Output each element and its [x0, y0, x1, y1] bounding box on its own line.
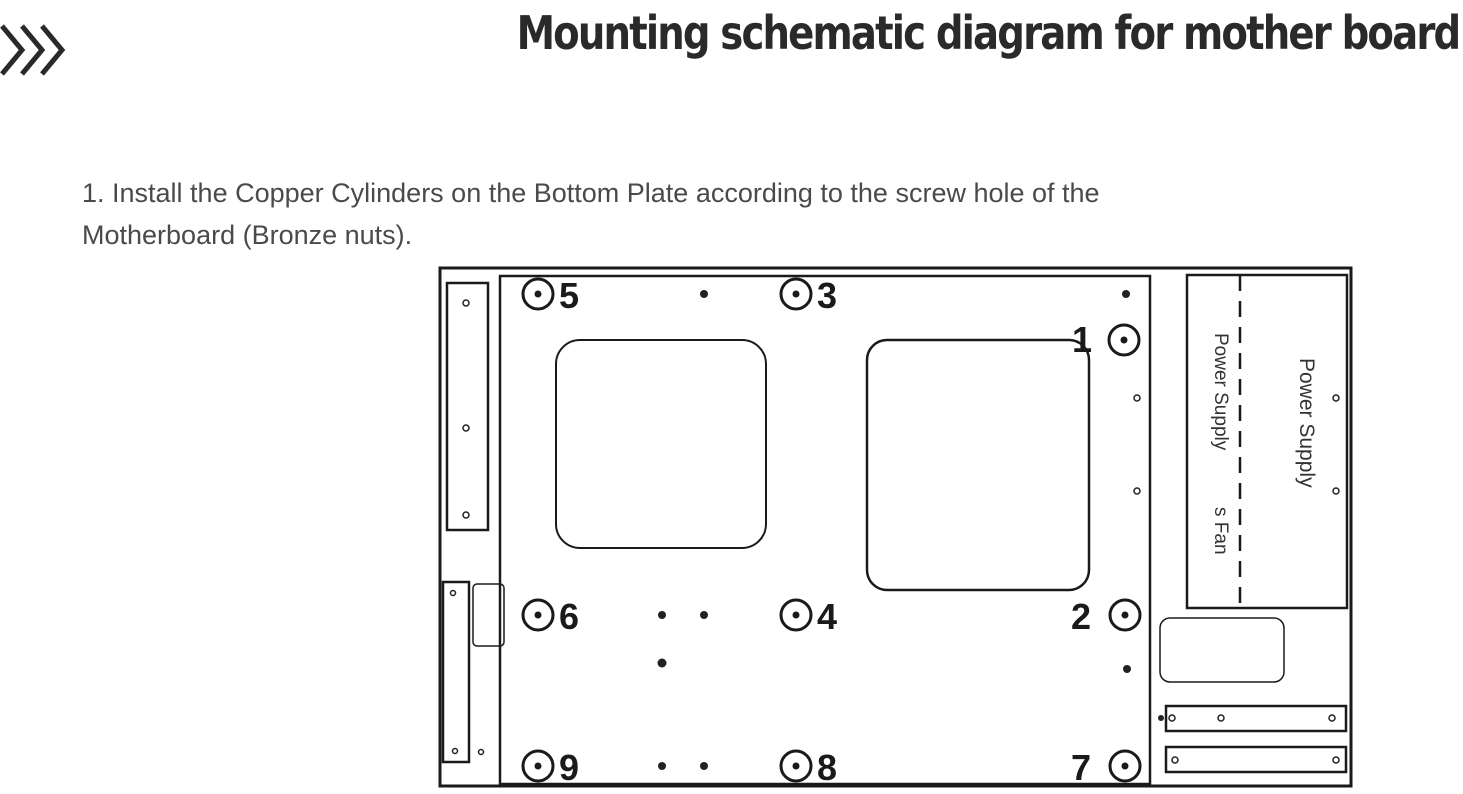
mount-point-5	[523, 275, 579, 316]
cutout-left	[556, 340, 766, 548]
power-supply-label: Power Supply	[1295, 358, 1318, 488]
svg-text:1: 1	[1072, 319, 1093, 360]
instruction-line-1: 1. Install the Copper Cylinders on the Bottom Plate according to the screw hole of the	[82, 178, 1100, 208]
left-bracket-bottom	[443, 582, 469, 762]
cutout-right	[867, 340, 1089, 590]
motherboard-plate	[500, 276, 1150, 784]
side-panel-box	[1160, 618, 1284, 682]
svg-text:9: 9	[559, 747, 580, 788]
page-title: Mounting schematic diagram for mother board	[516, 6, 1459, 60]
mount-point-9	[523, 747, 579, 788]
svg-text:7: 7	[1071, 747, 1092, 788]
mount-point-6	[523, 596, 579, 637]
svg-text:4: 4	[817, 596, 838, 637]
mount-point-7	[1071, 747, 1140, 788]
power-supply-fan-label-b: s Fan	[1210, 507, 1231, 555]
mount-point-8	[781, 747, 837, 788]
svg-text:3: 3	[817, 275, 838, 316]
svg-text:6: 6	[559, 596, 580, 637]
svg-text:8: 8	[817, 747, 838, 788]
power-supply-fan-label-a: Power Supply	[1210, 333, 1231, 451]
mount-point-3	[781, 275, 837, 316]
left-bracket-top	[447, 283, 488, 530]
mount-point-2	[1071, 596, 1140, 637]
instruction-line-2: Motherboard (Bronze nuts).	[82, 220, 413, 250]
svg-text:2: 2	[1071, 596, 1092, 637]
mount-point-4	[781, 596, 837, 637]
rail-bottom	[1166, 747, 1346, 772]
rail-top	[1166, 706, 1346, 731]
mount-point-1	[1072, 319, 1139, 360]
svg-text:5: 5	[559, 275, 580, 316]
